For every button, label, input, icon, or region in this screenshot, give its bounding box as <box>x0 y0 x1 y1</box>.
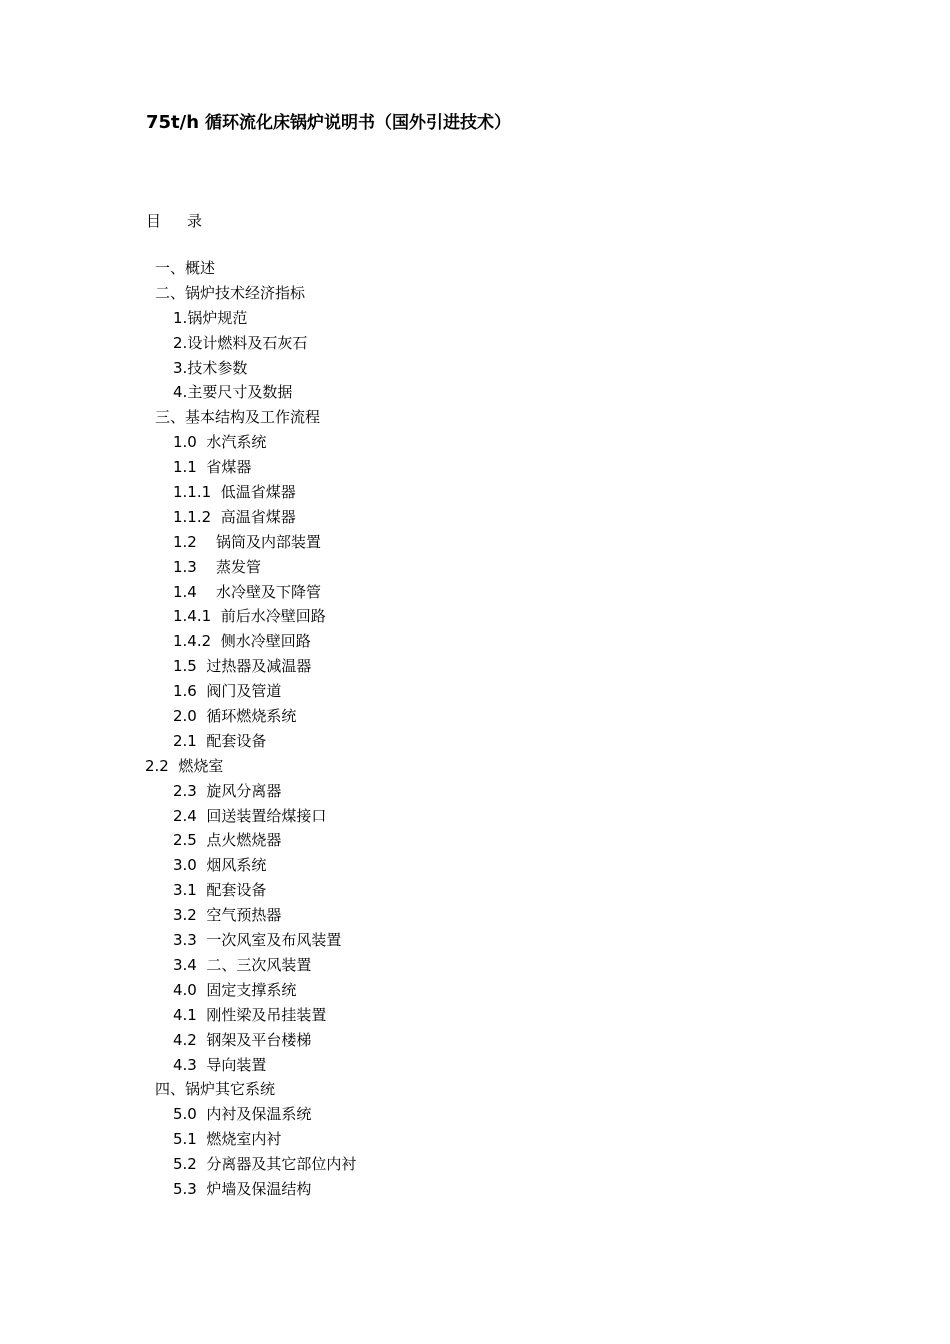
document-title <box>146 110 511 136</box>
toc-item <box>0 779 950 804</box>
toc-heading: 目录 <box>146 212 229 230</box>
toc-item-label: 锅筒及内部装置 <box>215 532 321 551</box>
toc-item-number: 3.0 <box>173 856 207 875</box>
toc-item-label: 二、锅炉技术经济指标 <box>155 283 306 302</box>
toc-item-label: 烟风系统 <box>206 856 267 875</box>
toc-item-label: 省煤器 <box>206 458 252 477</box>
toc-item-number: 1.1.1 <box>173 483 221 502</box>
toc-item <box>0 1077 950 1102</box>
toc-item-number: 3. <box>173 358 188 377</box>
toc-item-label: 侧水冷壁回路 <box>220 632 311 651</box>
toc-item-number: 4.2 <box>173 1030 207 1049</box>
toc-item <box>0 356 950 381</box>
toc-item-label: 水冷壁及下降管 <box>215 582 321 601</box>
toc-item-label: 锅炉规范 <box>187 308 248 327</box>
toc-item-number: 1.4 <box>173 582 216 601</box>
toc-item-label: 回送装置给煤接口 <box>206 806 327 825</box>
toc-item <box>0 1003 950 1028</box>
toc-item-number: 5.1 <box>173 1130 207 1149</box>
toc-item <box>0 853 950 878</box>
toc-item-number: 1.1 <box>173 458 207 477</box>
toc-item-number: 1.5 <box>173 657 207 676</box>
toc-item <box>0 953 950 978</box>
toc-item <box>0 1028 950 1053</box>
toc-item-number: 3.4 <box>173 955 207 974</box>
toc-item <box>0 555 950 580</box>
toc-item-number: 2. <box>173 333 188 352</box>
toc-item-label: 过热器及减温器 <box>206 657 312 676</box>
toc-item-label: 设计燃料及石灰石 <box>187 333 308 352</box>
toc-item-label: 旋风分离器 <box>206 781 282 800</box>
toc-item-number: 1.0 <box>173 433 207 452</box>
toc-item-label: 阀门及管道 <box>206 682 282 701</box>
toc-item-label: 炉墙及保温结构 <box>206 1179 312 1198</box>
toc-item-label: 固定支撑系统 <box>206 980 297 999</box>
toc-item-number: 5.2 <box>173 1155 207 1174</box>
toc-item <box>0 754 950 779</box>
toc-item-number: 2.3 <box>173 781 207 800</box>
toc-item-label: 水汽系统 <box>206 433 267 452</box>
toc-item-number: 2.4 <box>173 806 207 825</box>
toc-item-label: 空气预热器 <box>206 906 282 925</box>
toc-item-label: 高温省煤器 <box>220 507 296 526</box>
toc-item-label: 内衬及保温系统 <box>206 1105 312 1124</box>
toc-item-number: 1.6 <box>173 682 207 701</box>
toc-item-number: 4.0 <box>173 980 207 999</box>
toc-item <box>0 629 950 654</box>
toc-item <box>0 903 950 928</box>
toc-item <box>0 604 950 629</box>
toc-item <box>0 455 950 480</box>
toc-item <box>0 256 950 281</box>
toc-item-label: 前后水冷壁回路 <box>220 607 326 626</box>
toc-item-label: 导向装置 <box>206 1055 267 1074</box>
toc-item-number: 1.4.1 <box>173 607 221 626</box>
table-of-contents <box>0 256 950 1202</box>
toc-item <box>0 1152 950 1177</box>
toc-item <box>0 530 950 555</box>
toc-item <box>0 1102 950 1127</box>
toc-item <box>0 704 950 729</box>
toc-item-number: 1.2 <box>173 532 216 551</box>
toc-item-number: 1. <box>173 308 188 327</box>
toc-item-label: 主要尺寸及数据 <box>187 383 293 402</box>
toc-item <box>0 405 950 430</box>
toc-item <box>0 729 950 754</box>
toc-item <box>0 430 950 455</box>
toc-item <box>0 1053 950 1078</box>
toc-item-number: 2.5 <box>173 831 207 850</box>
toc-item-number: 2.1 <box>173 731 207 750</box>
toc-item-label: 燃烧室内衬 <box>206 1130 282 1149</box>
toc-item-label: 燃烧室 <box>178 756 224 775</box>
toc-item <box>0 679 950 704</box>
toc-item-label: 蒸发管 <box>215 557 261 576</box>
toc-item <box>0 978 950 1003</box>
toc-item-number: 2.0 <box>173 707 207 726</box>
toc-item-number: 4.1 <box>173 1005 207 1024</box>
toc-item-label: 分离器及其它部位内衬 <box>206 1155 357 1174</box>
toc-item <box>0 505 950 530</box>
toc-item <box>0 281 950 306</box>
toc-item-label: 二、三次风装置 <box>206 955 312 974</box>
toc-item <box>0 804 950 829</box>
toc-item-label: 钢架及平台楼梯 <box>206 1030 312 1049</box>
toc-item <box>0 380 950 405</box>
toc-item-label: 三、基本结构及工作流程 <box>155 408 321 427</box>
toc-item <box>0 928 950 953</box>
toc-item <box>0 1177 950 1202</box>
toc-item-label: 配套设备 <box>206 731 267 750</box>
toc-item-number: 4.3 <box>173 1055 207 1074</box>
toc-item-label: 配套设备 <box>206 881 267 900</box>
toc-item-label: 技术参数 <box>187 358 248 377</box>
toc-item <box>0 306 950 331</box>
document-title-capacity: 75t/h <box>146 112 200 133</box>
toc-item-number: 4. <box>173 383 188 402</box>
toc-item-number: 5.3 <box>173 1179 207 1198</box>
toc-item-number: 5.0 <box>173 1105 207 1124</box>
toc-item-number: 2.2 <box>145 756 179 775</box>
toc-item-number: 3.2 <box>173 906 207 925</box>
toc-item-label: 低温省煤器 <box>220 483 296 502</box>
toc-item-label: 点火燃烧器 <box>206 831 282 850</box>
toc-item <box>0 654 950 679</box>
toc-item-label: 一、概述 <box>155 259 216 277</box>
toc-item <box>0 878 950 903</box>
toc-item-number: 1.3 <box>173 557 216 576</box>
toc-item-number: 1.4.2 <box>173 632 221 651</box>
document-title-text: 循环流化床锅炉说明书（国外引进技术） <box>199 113 511 133</box>
toc-item <box>0 480 950 505</box>
toc-item-number: 3.1 <box>173 881 207 900</box>
toc-item <box>0 580 950 605</box>
toc-item <box>0 331 950 356</box>
toc-item-number: 3.3 <box>173 931 207 950</box>
toc-item-label: 一次风室及布风装置 <box>206 931 342 950</box>
toc-item <box>0 1127 950 1152</box>
toc-item-number: 1.1.2 <box>173 507 221 526</box>
toc-item-label: 循环燃烧系统 <box>206 707 297 726</box>
toc-item-label: 刚性梁及吊挂装置 <box>206 1005 327 1024</box>
toc-item <box>0 828 950 853</box>
toc-item-label: 四、锅炉其它系统 <box>155 1080 276 1099</box>
